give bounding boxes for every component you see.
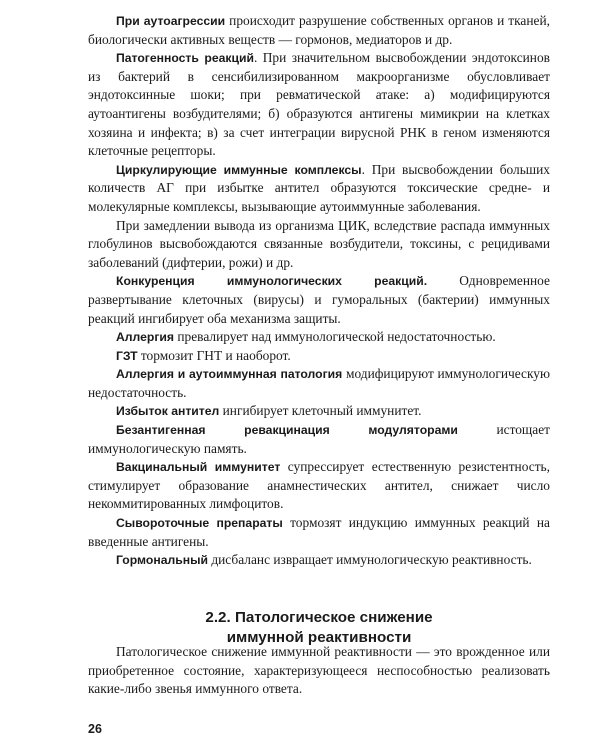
term-serum: Сывороточные препараты — [116, 516, 283, 531]
paragraph-antibody-excess — [88, 402, 550, 421]
paragraph-text: превалирует над иммунологической недостаточностью. — [174, 329, 496, 345]
paragraph-text: дисбаланс извращает иммунологическую реактивность. — [207, 552, 532, 568]
paragraph-gzt — [88, 347, 550, 366]
section-body — [88, 643, 550, 699]
paragraph-cik-elimination — [88, 217, 550, 273]
paragraph-allergy — [88, 328, 550, 347]
paragraph-vaccine-immunity — [88, 458, 550, 514]
term-pathogenicity: Патогенность реакций — [116, 51, 254, 66]
paragraph-text: При замедлении вывода из организма ЦИК, вследствие распада иммунных глобулинов высвобождаются связанные возбудители, токсины, с рецидивами заболеваний (дифтерии, рожи) и др. — [88, 217, 550, 270]
term-autoaggression: При аутоагрессии — [116, 14, 226, 28]
paragraph-text: истощает иммунологическую память. — [88, 422, 550, 456]
paragraph-text: супрессирует естественную резистентность, стимулирует образование анамнестических антител, снижает число некоммитированных лимфоцитов. — [88, 459, 551, 512]
paragraph-autoaggression — [88, 12, 550, 49]
paragraph-text: Одновременное развертывание клеточных (вирусы) и гуморальных (бактерии) иммунных реакций ингибирует оба механизма защиты. — [88, 273, 550, 326]
paragraph-pathogenicity — [88, 49, 550, 161]
term-gzt: ГЗТ — [116, 348, 138, 363]
paragraph-text: . При значительном высвобождении эндотоксинов из бактерий в сенсибилизированном макроорганизме обусловливает эндотоксинные шоки; при ревматической атаке: а) модифицируются аутоантигены возбудителями; б) образуются антигены мимикрии на клетках хозяина и инфекта; в) за счет интеграции вирусной РНК в геном изменяются клеточные рецепторы. — [88, 50, 550, 159]
paragraph-text: происходит разрушение собственных органов и тканей, биологически активных веществ — гормонов, медиаторов и др. — [88, 13, 550, 47]
paragraph-immune-complexes — [88, 161, 550, 217]
term-vaccine-immunity: Вакцинальный иммунитет — [116, 460, 281, 475]
paragraph-hormonal — [88, 551, 550, 570]
paragraph-revaccination — [88, 421, 550, 458]
term-immune-complexes: Циркулирующие иммунные комплексы — [116, 162, 362, 177]
section-heading-line2: иммунной реактивности — [226, 628, 412, 646]
term-hormonal: Гормональный — [116, 553, 208, 568]
paragraph-text: тормозит ГНТ и наоборот. — [137, 347, 291, 363]
section-heading — [88, 608, 550, 648]
paragraph-list — [88, 12, 550, 570]
paragraph-text: . При высвобождении больших количеств АГ при избытке антител образуются токсические средне- и молекулярные комплексы, вызывающие аутоиммунные заболевания. — [88, 161, 550, 214]
term-revaccination: Безантигенная ревакцинация модуляторами — [116, 423, 458, 438]
paragraph-text: модифицируют иммунологическую недостаточность. — [88, 366, 551, 400]
paragraph-text: ингибирует клеточный иммунитет. — [219, 403, 422, 419]
paragraph-serum — [88, 514, 550, 551]
paragraph-text: тормозят индукцию иммунных реакций на введенные антигены. — [88, 515, 550, 549]
paragraph-competition — [88, 272, 550, 328]
section-paragraph: Патологическое снижение иммунной реактивности — это врожденное или приобретенное состояние, характеризующееся неспособностью реализовать какие-либо звенья иммунного ответа. — [88, 644, 550, 697]
term-competition: Конкуренция иммунологических реакций. — [116, 274, 428, 289]
paragraph-allergy-autoimmune — [88, 365, 550, 402]
section-heading-line1: 2.2. Патологическое снижение — [205, 608, 433, 626]
term-allergy: Аллергия — [116, 330, 175, 345]
term-antibody-excess: Избыток антител — [116, 404, 220, 419]
term-allergy-autoimmune: Аллергия и аутоиммунная патология — [116, 367, 343, 382]
page-number: 26 — [88, 722, 102, 736]
